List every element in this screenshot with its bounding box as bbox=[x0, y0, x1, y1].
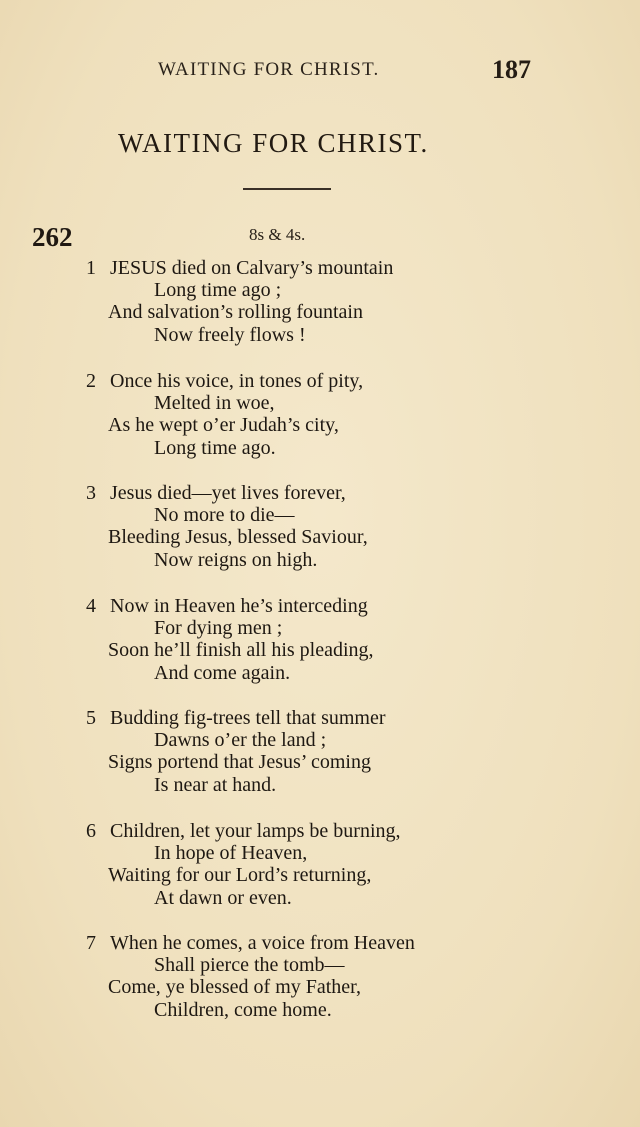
verse-line: As he wept o’er Judah’s city, bbox=[108, 413, 339, 436]
verse-6 bbox=[0, 820, 640, 933]
verse-line: Now freely flows ! bbox=[154, 324, 306, 346]
verse-line: Come, ye blessed of my Father, bbox=[108, 976, 362, 998]
verse-line: JESUS died on Calvary’s mountain bbox=[110, 257, 394, 279]
verse-line: Long time ago ; bbox=[154, 279, 282, 301]
hymn-meter: 8s & 4s. bbox=[249, 225, 306, 244]
section-title: WAITING FOR CHRIST. bbox=[118, 128, 429, 158]
verse-number: 2 bbox=[86, 369, 96, 392]
verse-3 bbox=[0, 482, 640, 595]
page-number: 187 bbox=[492, 55, 531, 84]
verse-line: Long time ago. bbox=[154, 436, 276, 459]
verse-number: 3 bbox=[86, 482, 96, 504]
verse-line: Signs portend that Jesus’ coming bbox=[108, 751, 371, 773]
verse-line: At dawn or even. bbox=[154, 886, 292, 909]
verse-line: Bleeding Jesus, blessed Saviour, bbox=[108, 526, 368, 548]
verse-line: Shall pierce the tomb— bbox=[154, 954, 345, 976]
verse-line: Now in Heaven he’s interceding bbox=[110, 594, 368, 617]
verse-line: No more to die— bbox=[154, 504, 295, 526]
verse-line: Now reigns on high. bbox=[154, 549, 318, 571]
verse-number: 7 bbox=[86, 932, 96, 954]
verse-line: Soon he’ll finish all his pleading, bbox=[108, 638, 374, 661]
verse-5 bbox=[0, 707, 640, 820]
verse-line: Children, let your lamps be burning, bbox=[110, 819, 401, 842]
running-head: WAITING FOR CHRIST. bbox=[158, 59, 380, 80]
verse-line: And come again. bbox=[154, 661, 291, 684]
verse-number: 5 bbox=[86, 707, 96, 729]
verse-7 bbox=[0, 932, 640, 1045]
verse-2 bbox=[0, 370, 640, 483]
verse-1 bbox=[0, 257, 640, 370]
verse-line: In hope of Heaven, bbox=[154, 841, 308, 864]
verse-line: Is near at hand. bbox=[154, 774, 277, 796]
verse-line: Children, come home. bbox=[154, 999, 332, 1021]
verse-line: When he comes, a voice from Heaven bbox=[110, 932, 415, 954]
verse-number: 1 bbox=[86, 257, 96, 279]
verse-line: Waiting for our Lord’s returning, bbox=[108, 863, 372, 886]
verse-number: 6 bbox=[86, 819, 96, 842]
verses bbox=[0, 257, 640, 1045]
verse-line: And salvation’s rolling fountain bbox=[108, 301, 363, 323]
verse-line: Once his voice, in tones of pity, bbox=[110, 369, 364, 392]
verse-line: Dawns o’er the land ; bbox=[154, 729, 327, 751]
verse-line: Melted in woe, bbox=[154, 391, 275, 414]
verse-line: For dying men ; bbox=[154, 616, 283, 639]
hymn-number: 262 bbox=[32, 222, 73, 252]
title-rule bbox=[243, 188, 331, 190]
verse-line: Jesus died—yet lives forever, bbox=[110, 482, 346, 504]
verse-number: 4 bbox=[86, 594, 96, 617]
verse-line: Budding fig-trees tell that summer bbox=[110, 707, 386, 729]
verse-4 bbox=[0, 595, 640, 708]
